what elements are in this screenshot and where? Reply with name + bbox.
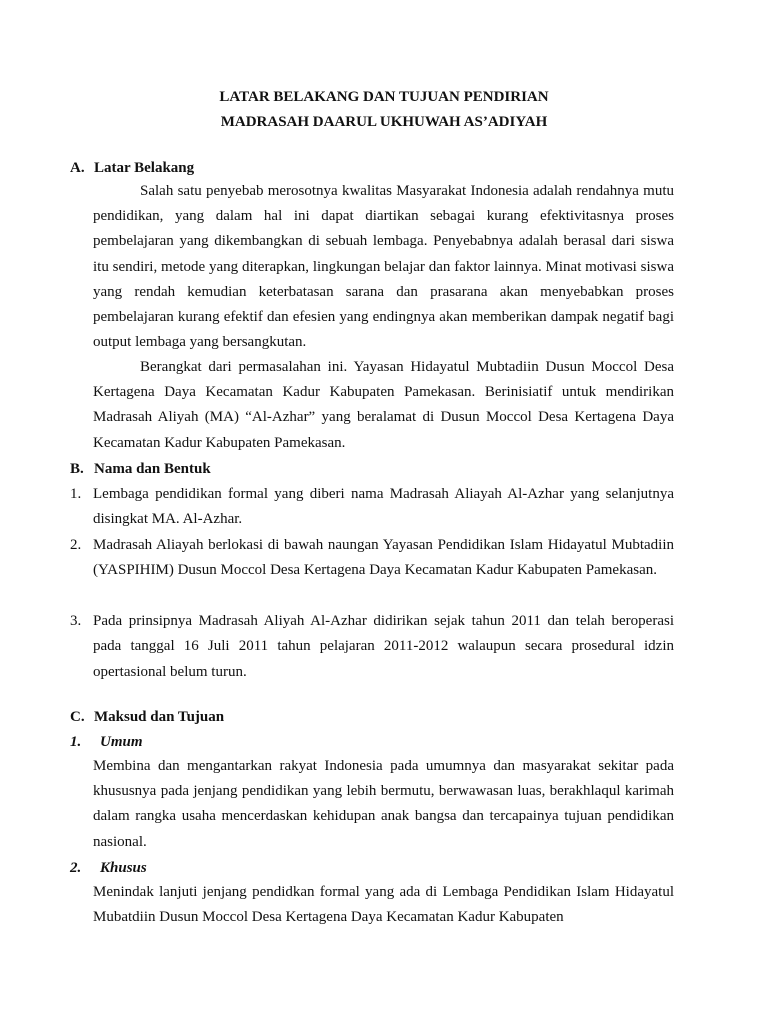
section-a-title: Latar Belakang bbox=[94, 160, 195, 176]
section-c-letter: C. bbox=[70, 709, 85, 725]
section-c-sub-1-heading bbox=[70, 732, 143, 752]
section-a-heading bbox=[70, 158, 194, 178]
section-b-item-3 bbox=[70, 609, 674, 685]
section-c-sub-1-title: Umum bbox=[100, 734, 143, 750]
doc-title-line2: MADRASAH DAARUL UKHUWAH AS’ADIYAH bbox=[220, 114, 548, 130]
section-b-item-1-text: Lembaga pendidikan formal yang diberi nama Madrasah Aliayah Al-Azhar yang selanjutnya disingkat MA. Al-Azhar. bbox=[93, 486, 674, 528]
section-b-title: Nama dan Bentuk bbox=[94, 461, 211, 477]
section-c-sub-2-heading bbox=[70, 858, 147, 878]
section-c-heading bbox=[70, 707, 224, 727]
section-b-item-2-text: Madrasah Aliayah berlokasi di bawah naungan Yayasan Pendidikan Islam Hidayatul Mubtadiin (YASPIHIM) Dusun Moccol Desa Kertagena Daya Kecamatan Kadur Kabupaten Pamekasan. bbox=[93, 537, 674, 579]
section-c-sub-2-title: Khusus bbox=[100, 860, 147, 876]
section-b-item-1 bbox=[70, 482, 674, 533]
section-b-item-1-number: 1. bbox=[70, 486, 82, 502]
section-c-sub-2-number: 2. bbox=[70, 860, 82, 876]
section-a-paragraph-2: Berangkat dari permasalahan ini. Yayasan Hidayatul Mubtadiin Dusun Moccol Desa Kertagena Daya Kecamatan Kadur Kabupaten Pamekasan. Berinisiatif untuk mendirikan Madrasah Aliyah (MA) “Al-Azhar” yang beralamat di Dusun Moccol Desa Kertagena Daya Kecamatan Kadur Kabupaten Pamekasan. bbox=[93, 359, 674, 451]
section-b-letter: B. bbox=[70, 461, 84, 477]
section-c-sub-1-number: 1. bbox=[70, 734, 82, 750]
doc-title-line1: LATAR BELAKANG DAN TUJUAN PENDIRIAN bbox=[219, 89, 549, 105]
section-b-item-2 bbox=[70, 533, 674, 584]
section-b-item-2-number: 2. bbox=[70, 537, 82, 553]
section-b-heading bbox=[70, 459, 211, 479]
section-b-item-3-text: Pada prinsipnya Madrasah Aliyah Al-Azhar didirikan sejak tahun 2011 dan telah beroperasi pada tanggal 16 Juli 2011 tahun pelajaran 2011-2012 walaupun secara prosedural idzin opertasional belum turun. bbox=[93, 613, 674, 680]
section-c-sub-1-text: Membina dan mengantarkan rakyat Indonesia pada umumnya dan masyarakat sekitar pada khususnya pada jenjang pendidikan yang lebih bermutu, berwawasan luas, berakhlaqul karimah dalam rangka usaha mencerdaskan kehidupan anak bangsa dan tercapainya tujuan pendidikan nasional. bbox=[93, 758, 674, 850]
section-a-paragraph-1: Salah satu penyebab merosotnya kwalitas Masyarakat Indonesia adalah rendahnya mutu pendidikan, yang dalam hal ini dapat diartikan sebagai kurang efektivitasnya proses pembelajaran yang dikembangkan di sebuah lembaga. Penyebabnya adalah berasal dari siswa itu sendiri, metode yang diterapkan, lingkungan belajar dan faktor lainnya. Minat motivasi siswa yang rendah kemudian keterbatasan sarana dan prasarana akan menyebabkan proses pembelajaran kurang efektif dan efesien yang endingnya akan memberikan dampak negatif bagi output lembaga yang bersangkutan. bbox=[93, 183, 674, 351]
section-b-item-3-number: 3. bbox=[70, 613, 82, 629]
section-c-sub-2-text: Menindak lanjuti jenjang pendidkan formal yang ada di Lembaga Pendidikan Islam Hidayatul Mubatdiin Dusun Moccol Desa Kertagena Daya Kecamatan Kadur Kabupaten bbox=[93, 884, 674, 926]
section-a-letter: A. bbox=[70, 160, 85, 176]
section-c-title: Maksud dan Tujuan bbox=[94, 709, 225, 725]
